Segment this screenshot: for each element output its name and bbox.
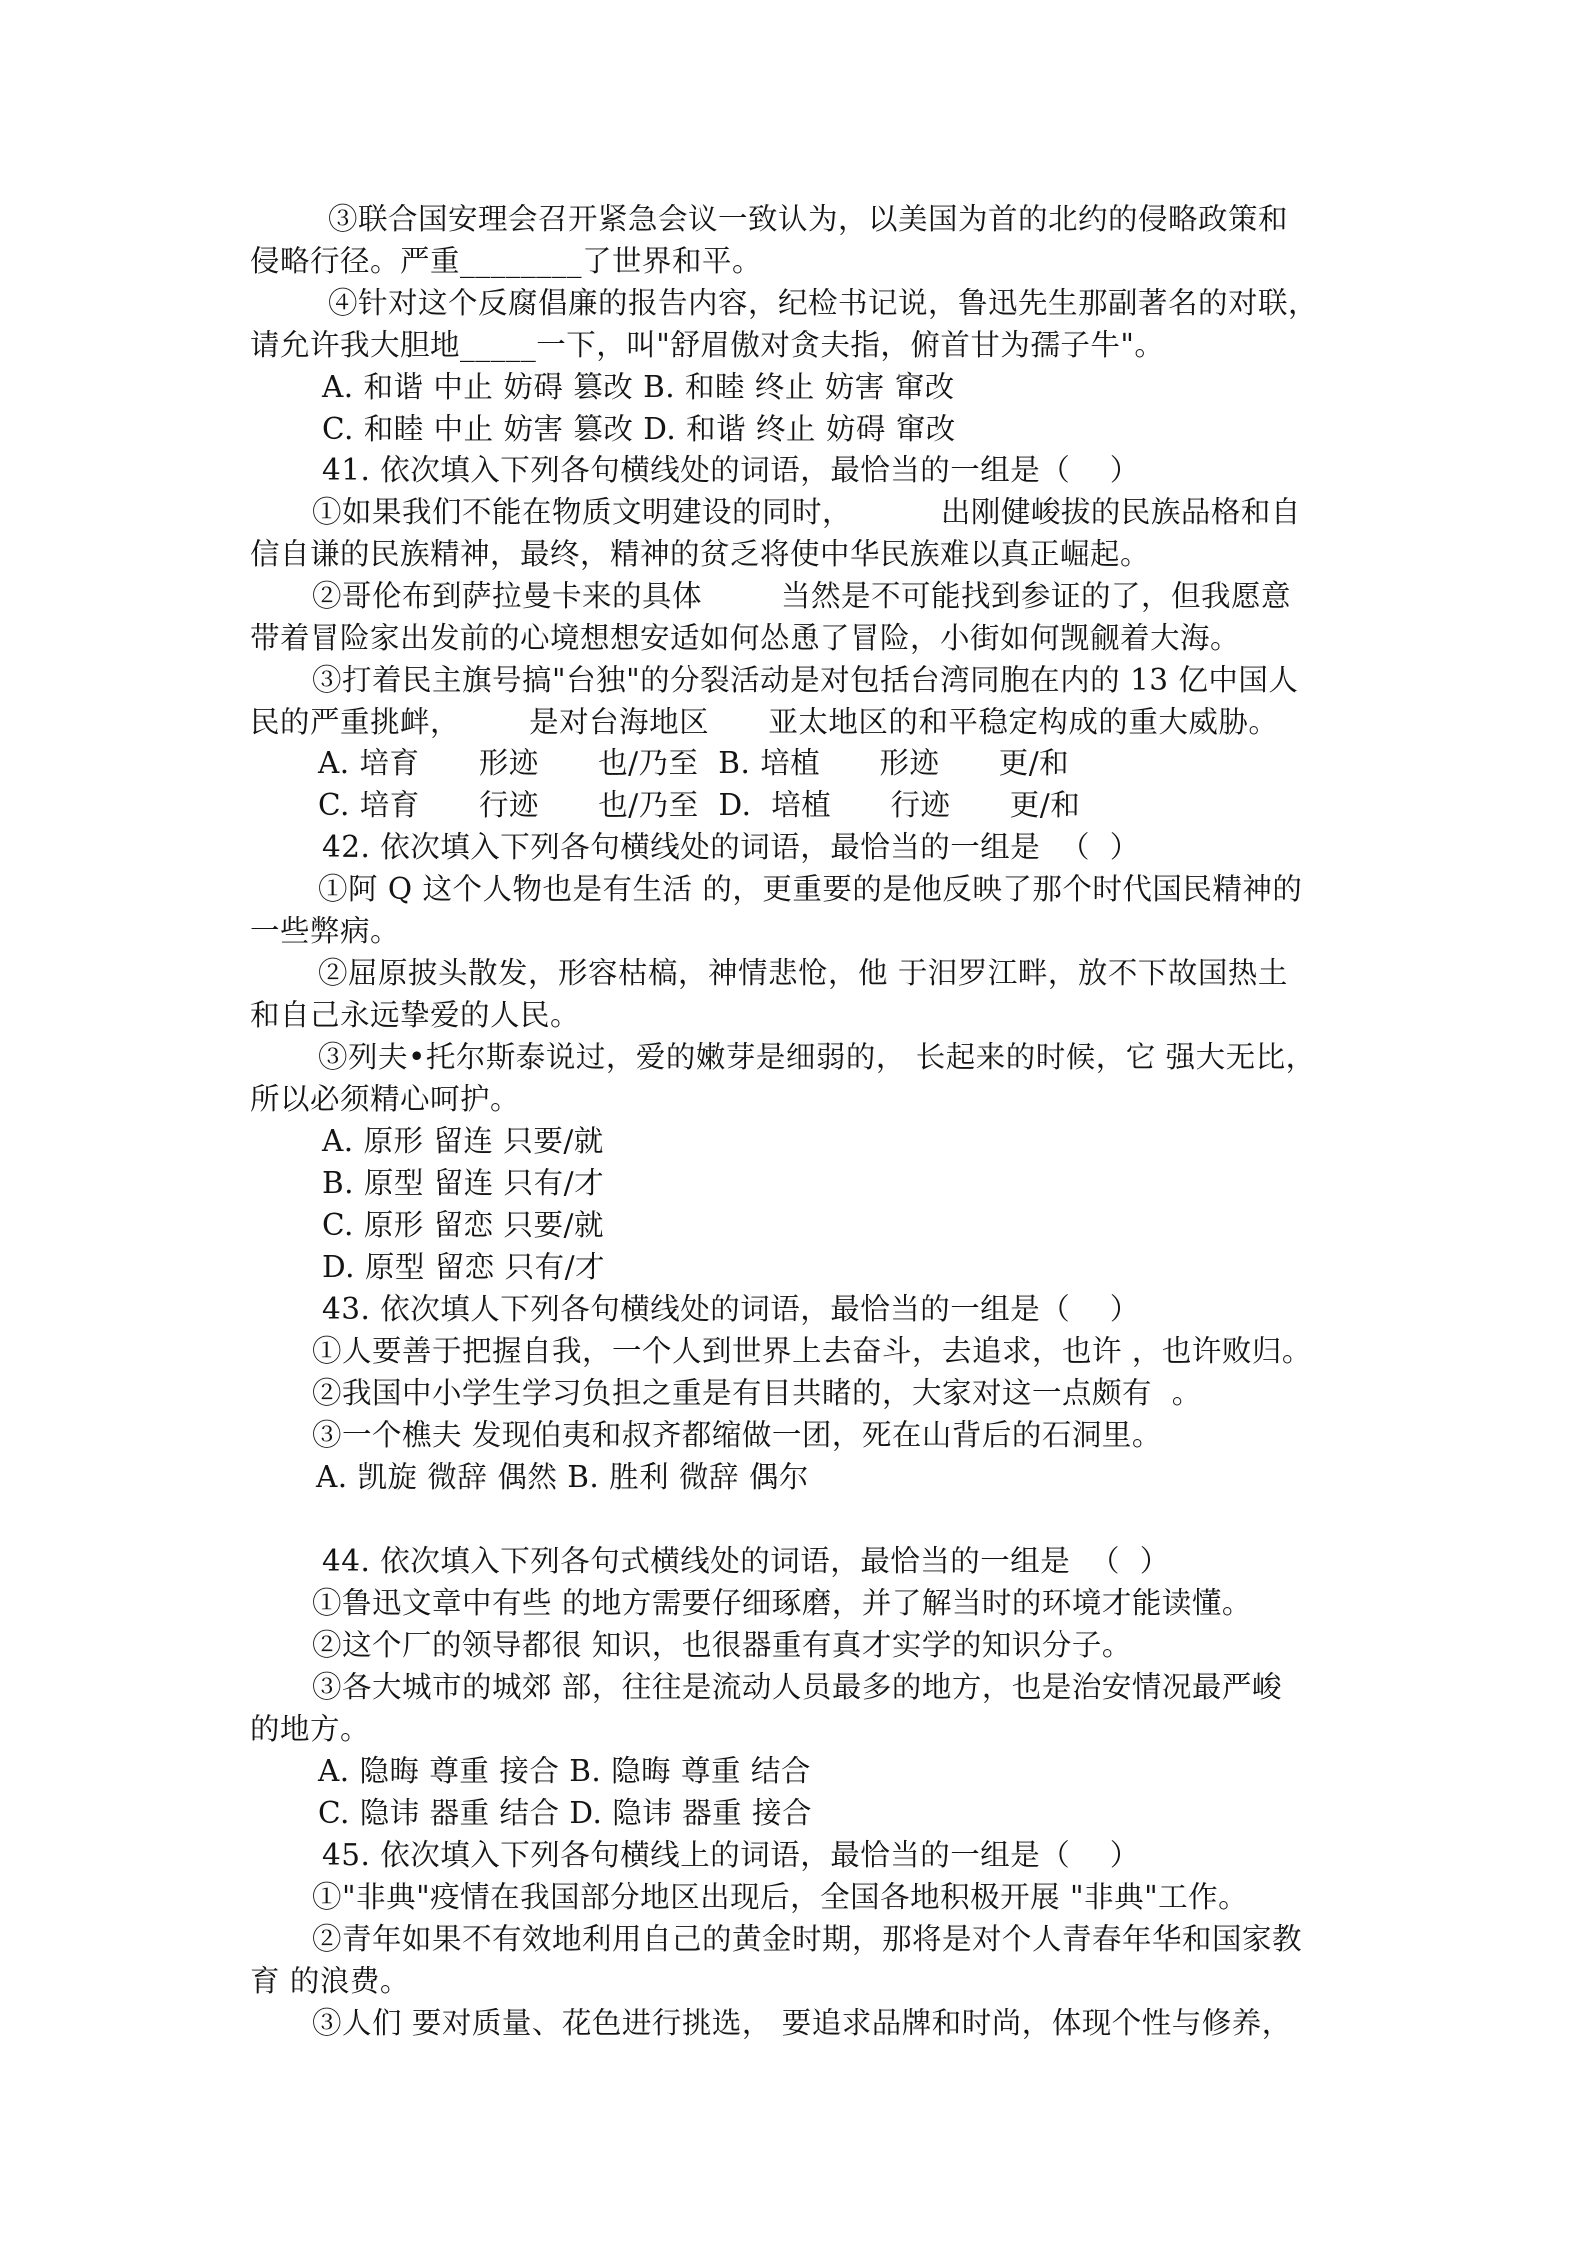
answer-option: A. 凯旋 微辞 偶然 B. 胜利 微辞 偶尔	[316, 1460, 809, 1494]
text-line: 信自谦的民族精神，最终，精神的贫乏将使中华民族难以真正崛起。	[250, 537, 1151, 571]
answer-option: C. 隐讳 器重 结合 D. 隐讳 器重 接合	[318, 1796, 813, 1830]
text-line: ③一个樵夫 发现伯夷和叔齐都缩做一团，死在山背后的石洞里。	[312, 1418, 1162, 1452]
text-line: ①阿 Q 这个人物也是有生活 的，更重要的是他反映了那个时代国民精神的	[318, 872, 1303, 906]
text-line: 所以必须精心呵护。	[250, 1082, 521, 1116]
answer-option: C. 原形 留恋 只要/就	[322, 1208, 604, 1242]
text-line: ③各大城市的城郊 部，往往是流动人员最多的地方，也是治安情况最严峻	[312, 1670, 1282, 1704]
text-line: 一些弊病。	[250, 914, 401, 948]
text-line: ①如果我们不能在物质文明建设的同时， 出刚健峻拔的民族品格和自	[312, 495, 1301, 529]
answer-option: B. 原型 留连 只有/才	[322, 1166, 605, 1200]
text-line: 的地方。	[250, 1712, 371, 1746]
answer-option: A. 培育 形迹 也/乃至 B. 培植 形迹 更/和	[318, 746, 1070, 780]
answer-option: A. 和谐 中止 妨碍 篡改 B. 和睦 终止 妨害 窜改	[322, 370, 955, 404]
text-line: ②我国中小学生学习负担之重是有目共睹的，大家对这一点颇有 。	[312, 1376, 1202, 1410]
answer-option: D. 原型 留恋 只有/才	[322, 1250, 606, 1284]
question-heading: 45. 依次填入下列各句横线上的词语，最恰当的一组是（ ）	[322, 1838, 1140, 1872]
text-line: 请允许我大胆地_____一下，叫"舒眉傲对贪夫指，俯首甘为孺子牛"。	[250, 328, 1165, 362]
question-heading: 44. 依次填入下列各句式横线处的词语，最恰当的一组是 （ ）	[322, 1544, 1170, 1578]
text-line: 民的严重挑衅， 是对台海地区 亚太地区的和平稳定构成的重大威胁。	[250, 705, 1279, 739]
text-line: ③人们 要对质量、花色进行挑选， 要追求品牌和时尚，体现个性与修养，	[312, 2006, 1292, 2040]
text-line: ①鲁迅文章中有些 的地方需要仔细琢磨，并了解当时的环境才能读懂。	[312, 1586, 1252, 1620]
text-line: ④针对这个反腐倡廉的报告内容，纪检书记说，鲁迅先生那副著名的对联，	[328, 286, 1319, 320]
text-line: ②哥伦布到萨拉曼卡来的具体 当然是不可能找到参证的了，但我愿意	[312, 579, 1292, 613]
text-line: ①"非典"疫情在我国部分地区出现后，全国各地积极开展 "非典"工作。	[312, 1880, 1249, 1914]
text-line: 育 的浪费。	[250, 1964, 410, 1998]
text-line: ③打着民主旗号搞"台独"的分裂活动是对包括台湾同胞在内的 13 亿中国人	[312, 663, 1299, 697]
question-heading: 41. 依次填入下列各句横线处的词语，最恰当的一组是（ ）	[322, 453, 1140, 487]
question-heading: 42. 依次填入下列各句横线处的词语，最恰当的一组是 （ ）	[322, 830, 1140, 864]
answer-option: A. 隐晦 尊重 接合 B. 隐晦 尊重 结合	[318, 1754, 811, 1788]
text-line: ②青年如果不有效地利用自己的黄金时期，那将是对个人青春年华和国家教	[312, 1922, 1303, 1956]
text-line: ②这个厂的领导都很 知识，也很器重有真才实学的知识分子。	[312, 1628, 1132, 1662]
answer-option: C. 培育 行迹 也/乃至 D. 培植 行迹 更/和	[318, 788, 1081, 822]
question-heading: 43. 依次填人下列各句横线处的词语，最恰当的一组是（ ）	[322, 1292, 1140, 1326]
text-line: ①人要善于把握自我，一个人到世界上去奋斗，去追求，也许 ，也许败归。	[312, 1334, 1312, 1368]
text-line: 侵略行径。严重________了世界和平。	[250, 244, 763, 278]
text-line: ③列夫•托尔斯泰说过，爱的嫩芽是细弱的， 长起来的时候，它 强大无比，	[318, 1040, 1316, 1074]
answer-option: C. 和睦 中止 妨害 篡改 D. 和谐 终止 妨碍 窜改	[322, 412, 956, 446]
text-line: 带着冒险家出发前的心境想想安适如何怂恿了冒险，小街如何觊觎着大海。	[250, 621, 1241, 655]
text-line: 和自己永远挚爱的人民。	[250, 998, 581, 1032]
answer-option: A. 原形 留连 只要/就	[322, 1124, 604, 1158]
text-line: ③联合国安理会召开紧急会议一致认为，以美国为首的北约的侵略政策和	[328, 202, 1289, 236]
text-line: ②屈原披头散发，形容枯槁，神情悲怆，他 于汨罗江畔，放不下故国热土	[318, 956, 1288, 990]
